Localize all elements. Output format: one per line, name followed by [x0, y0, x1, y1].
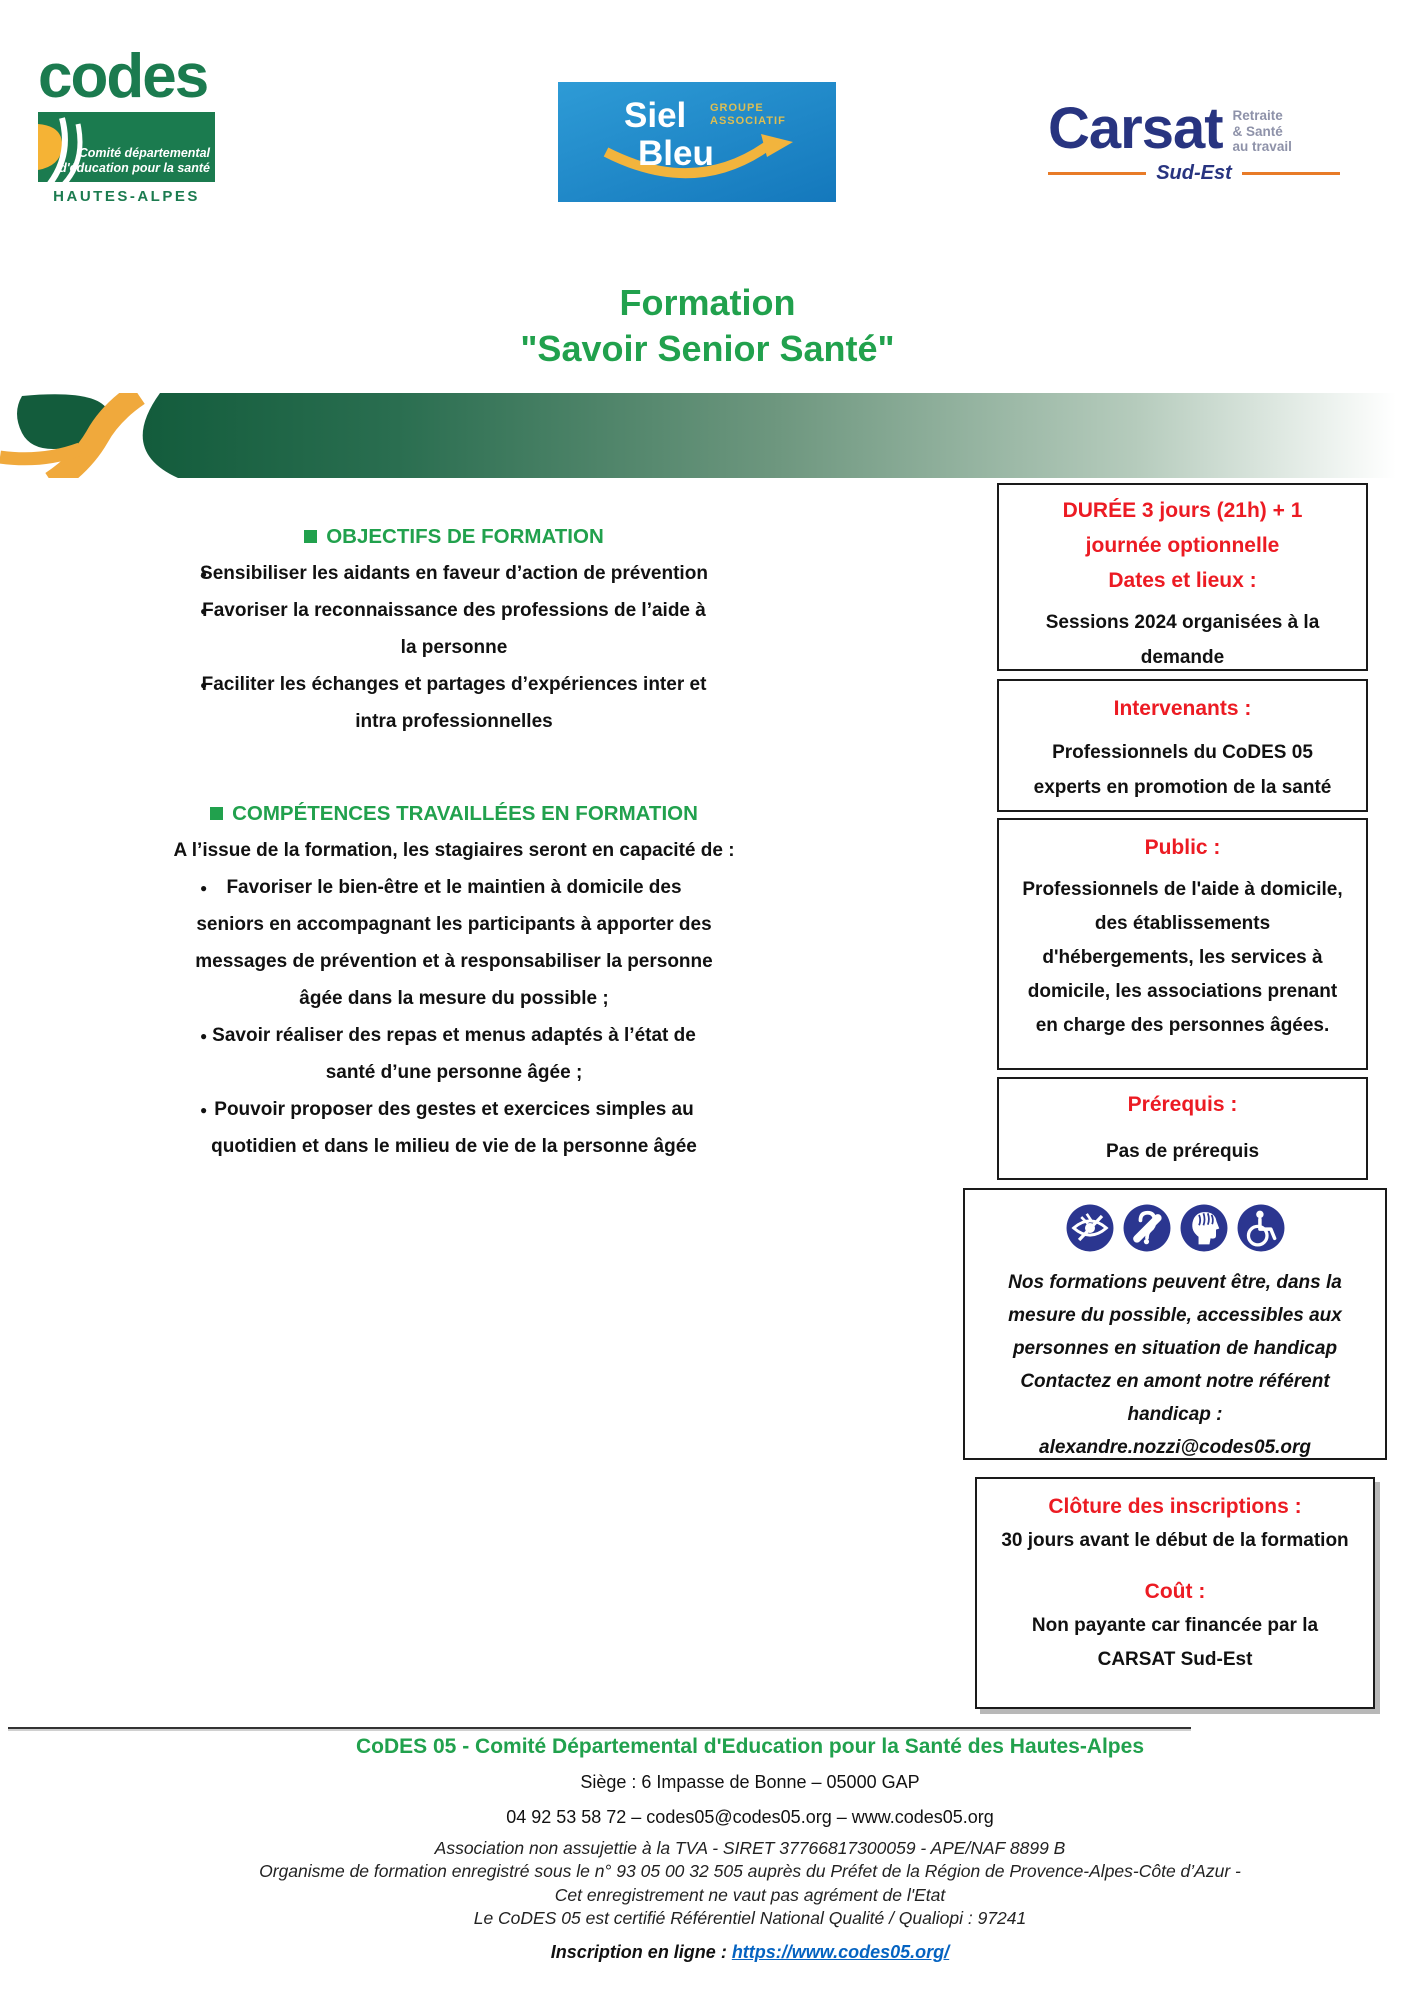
list-item: ● Favoriser la reconnaissance des professions de l’aide à la personne [130, 592, 778, 666]
prerequis-body: Pas de prérequis [1105, 1141, 1260, 1162]
codes-wordmark: codes [38, 42, 208, 111]
banner-swoosh-graphic [0, 393, 1415, 478]
carsat-wordmark: Carsat [1048, 96, 1223, 161]
carsat-tagline: Retraite & Santé au travail [1232, 108, 1292, 154]
cognitive-impairment-icon [1180, 1204, 1228, 1252]
sielbleu-logo [558, 82, 836, 202]
page-title-line1: Formation [619, 282, 796, 323]
hearing-impairment-icon [1123, 1204, 1171, 1252]
public-box [997, 818, 1368, 1070]
cout-title: Coût : [1144, 1580, 1206, 1603]
footer-legal-registration: Organisme de formation enregistré sous le n° 93 05 00 32 505 auprès du Préfet de la Région de Provence-Alpes-Côte d’Azur - [259, 1861, 1241, 1881]
list-item: ● Favoriser le bien-être et le maintien à domicile des seniors en accompagnant les participants à apporter des messages de prévention et à responsabiliser la personne âgée dans la mesure du possible ; [130, 869, 778, 1017]
cloture-cout-box [975, 1477, 1375, 1709]
green-square-icon [304, 530, 317, 543]
carsat-rule-right [1242, 172, 1340, 175]
prerequis-title: Prérequis : [1127, 1093, 1238, 1116]
codes-logo-block [38, 112, 215, 182]
competences-list [130, 869, 778, 1165]
footer-inscription-line [85, 1942, 1415, 1963]
accessibility-body: Nos formations peuvent être, dans la mesure du possible, accessibles aux personnes en situation de handicap Contactez en amont notre référent handicap : alexandre.nozzi@codes05.org [985, 1266, 1365, 1464]
carsat-region-label: Sud-Est [1156, 162, 1232, 184]
inscription-link[interactable]: https://www.codes05.org/ [731, 1942, 950, 1962]
accessibility-icons [985, 1204, 1365, 1252]
codes-dept-text: Comité départemental d'éducation pour la santé [59, 146, 210, 175]
carsat-rule-left [1048, 172, 1146, 175]
visual-impairment-icon [1066, 1204, 1114, 1252]
competences-heading: COMPÉTENCES TRAVAILLÉES EN FORMATION [130, 802, 778, 826]
prerequis-box [997, 1077, 1368, 1180]
footer-contact: 04 92 53 58 72 – codes05@codes05.org – www.codes05.org [506, 1807, 994, 1827]
carsat-logo [1048, 98, 1358, 185]
footer-legal-agrement: Cet enregistrement ne vaut pas agrément de l'Etat [554, 1885, 946, 1905]
cout-body: Non payante car financée par la CARSAT Sud-Est [1031, 1615, 1319, 1670]
footer-legal-qualiopi: Le CoDES 05 est certifié Référentiel National Qualité / Qualiopi : 97241 [473, 1908, 1027, 1928]
cloture-title: Clôture des inscriptions : [1048, 1495, 1302, 1518]
duration-body: Sessions 2024 organisées à la demande [1045, 612, 1320, 668]
public-body: Professionnels de l'aide à domicile, des établissements d'hébergements, les services à domicile, les associations prenant en charge des personnes âgées. [1022, 879, 1343, 1036]
duration-dates-box [997, 483, 1368, 671]
footer-address: Siège : 6 Impasse de Bonne – 05000 GAP [580, 1772, 920, 1792]
sielbleu-word2: Bleu [638, 134, 714, 173]
handicap-contact-email: alexandre.nozzi@codes05.org [1039, 1437, 1311, 1458]
cloture-body: 30 jours avant le début de la formation [1001, 1530, 1349, 1551]
footer-divider [8, 1727, 1191, 1729]
page-title [0, 280, 1415, 372]
objectifs-list [130, 555, 778, 740]
intervenants-body: Professionnels du CoDES 05 experts en promotion de la santé [1033, 742, 1332, 798]
objectifs-heading: OBJECTIFS DE FORMATION [130, 525, 778, 549]
carsat-region-row [1048, 162, 1340, 185]
footer-legal-tva: Association non assujettie à la TVA - SIRET 37766817300059 - APE/NAF 8899 B [434, 1838, 1066, 1858]
footer-org-line: CoDES 05 - Comité Départemental d'Education pour la Santé des Hautes-Alpes [356, 1735, 1144, 1758]
duration-title: DURÉE 3 jours (21h) + 1 journée optionnelle Dates et lieux : [1062, 499, 1303, 592]
page-title-line2: "Savoir Senior Santé" [520, 328, 895, 369]
intervenants-title: Intervenants : [1113, 697, 1252, 720]
codes-region-label: HAUTES-ALPES [53, 188, 200, 205]
codes-logo [38, 42, 238, 205]
sielbleu-group-label: GROUPE ASSOCIATIF [710, 102, 786, 127]
list-item: ● Savoir réaliser des repas et menus adaptés à l’état de santé d’une personne âgée ; [130, 1017, 778, 1091]
green-square-icon [210, 807, 223, 820]
sielbleu-word1: Siel [624, 96, 687, 135]
list-item: ● Faciliter les échanges et partages d’expériences inter et intra professionnelles [130, 666, 778, 740]
wheelchair-icon [1237, 1204, 1285, 1252]
list-item: ● Sensibiliser les aidants en faveur d’action de prévention [130, 555, 778, 592]
intervenants-box [997, 679, 1368, 812]
list-item: ● Pouvoir proposer des gestes et exercices simples au quotidien et dans le milieu de vie de la personne âgée [130, 1091, 778, 1165]
main-content [130, 525, 778, 1165]
competences-intro: A l’issue de la formation, les stagiaires seront en capacité de : [173, 840, 735, 861]
public-title: Public : [1144, 836, 1221, 859]
inscription-label: Inscription en ligne : [550, 1942, 732, 1962]
accessibility-box [963, 1188, 1387, 1460]
